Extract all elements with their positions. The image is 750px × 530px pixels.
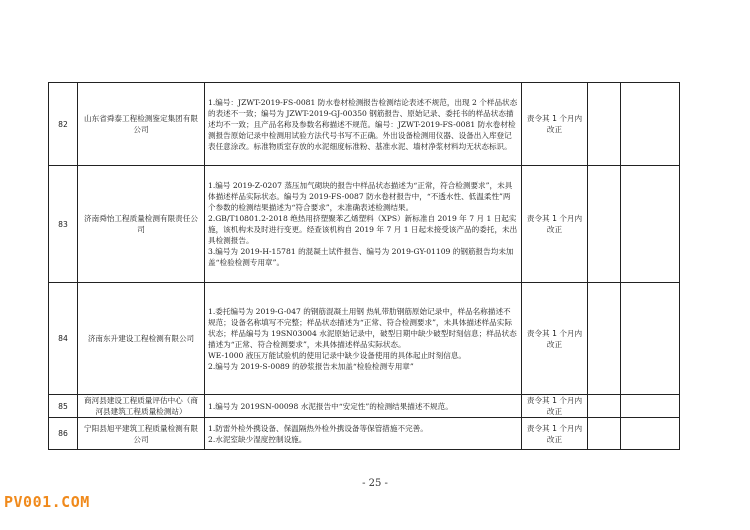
issue-text: 3.编号为 2019-H-15781 的混凝土试件报告、编号为 2019-GY-01109 的钢筋报告均未加盖“检验检测专用章”。: [208, 247, 514, 267]
issue-text: 1.防雷外检外携设备、保温隔热外检外携设备等保管措施不完善。: [208, 423, 428, 433]
measure-text: 责令其 1 个月内改正: [522, 166, 588, 283]
measure-text: 责令其 1 个月内改正: [522, 418, 588, 450]
issue-text: WE-1000 液压万能试验机的使用记录中缺少设备使用的具体起止时刻信息。: [208, 350, 467, 360]
empty-cell: [621, 283, 680, 395]
issues-cell: [205, 395, 522, 418]
table-row: [49, 283, 680, 395]
inspection-table: [48, 82, 680, 450]
empty-cell: [588, 166, 621, 283]
issues-cell: [205, 283, 522, 395]
organization-name: 山东省舜泰工程检测鉴定集团有限公司: [78, 83, 205, 166]
measure-text: 责令其 1 个月内改正: [522, 283, 588, 395]
organization-name: 济南舜怡工程质量检测有限责任公司: [78, 166, 205, 283]
row-number: 85: [49, 395, 78, 418]
table-row: [49, 83, 680, 166]
row-number: 82: [49, 83, 78, 166]
empty-cell: [621, 83, 680, 166]
page-number: - 25 -: [362, 478, 388, 489]
empty-cell: [621, 418, 680, 450]
empty-cell: [588, 283, 621, 395]
empty-cell: [588, 418, 621, 450]
organization-name: 济南东升建设工程检测有限公司: [78, 283, 205, 395]
issue-text: 2.GB/T10801.2-2018 绝热用挤塑聚苯乙烯塑料（XPS）新标准自 2019 年 7 月 1 日起实施，该机构未及时进行变更。经查该机构自 2019 年 7 月 1 日起未接受该产品的委托，未出具检测报告。: [208, 214, 518, 245]
watermark-logo: PV001.COM: [4, 493, 90, 511]
empty-cell: [621, 395, 680, 418]
issue-text: 1.委托编号为 2019-G-047 的钢筋混凝土用钢 热轧带肋钢筋原始记录中，样品名称描述不规范；设备名称填写不完整；样品状态描述为“正常、符合检测要求”，未具体描述样品实际状态；样品编号为 19SN03004 水泥原始记录中，破型日期中缺少破型时刻信息；样品状态描述为“正常、符合检测要求”，未具体描述样品实际状态。: [208, 306, 517, 349]
issue-text: 2.编号为 2019-S-0089 的砂浆报告未加盖“检验检测专用章”: [208, 361, 414, 371]
organization-name: 商河县建设工程质量评估中心（商河县建筑工程质量检测站）: [78, 395, 205, 418]
row-number: 83: [49, 166, 78, 283]
issue-text: 1.编号为 2019SN-00098 水泥报告中“安定性”的检测结果描述不规范。: [208, 401, 453, 411]
row-number: 86: [49, 418, 78, 450]
issue-text: 1.编号：JZWT-2019-FS-0081 防水卷材检测报告检测结论表述不规范，出现 2 个样品状态的表述不一致；编号为 JZWT-2019-GJ-00350 钢筋报告、原始记录、委托书的样品状态描述均不一致；且产品名称及参数名称描述不规范。编号：JZWT-2019-FS-0081 防水卷材检测报告原始记录中检测用试验方法代号书写不正确。外出设备检测用仪器、设备出入库登记表任意涂改。标准物质室存放的水泥细度标准粉、基准水泥、墙材净浆材料均无状态标识。: [208, 97, 518, 151]
table-row: [49, 418, 680, 450]
issue-text: 1.编号 2019-Z-0207 蒸压加气砌块的报告中样品状态描述为“正常，符合检测要求”，未具体描述样品实际状态。编号为 2019-FS-0087 防水卷材报告中，“不透水性、低温柔性”两个参数的检测结果描述为“符合要求”，未准确表述检测结果。: [208, 181, 513, 212]
measure-text: 责令其 1 个月内改正: [522, 83, 588, 166]
table-body: [49, 83, 680, 450]
issues-cell: [205, 418, 522, 450]
issues-cell: [205, 166, 522, 283]
measure-text: 责令其 1 个月内改正: [522, 395, 588, 418]
issue-text: 2.水泥室缺少湿度控制设施。: [208, 434, 307, 444]
empty-cell: [621, 166, 680, 283]
row-number: 84: [49, 283, 78, 395]
table-row: [49, 166, 680, 283]
issues-cell: [205, 83, 522, 166]
organization-name: 宁阳县旭平建筑工程质量检测有限公司: [78, 418, 205, 450]
empty-cell: [588, 83, 621, 166]
table-row: [49, 395, 680, 418]
empty-cell: [588, 395, 621, 418]
